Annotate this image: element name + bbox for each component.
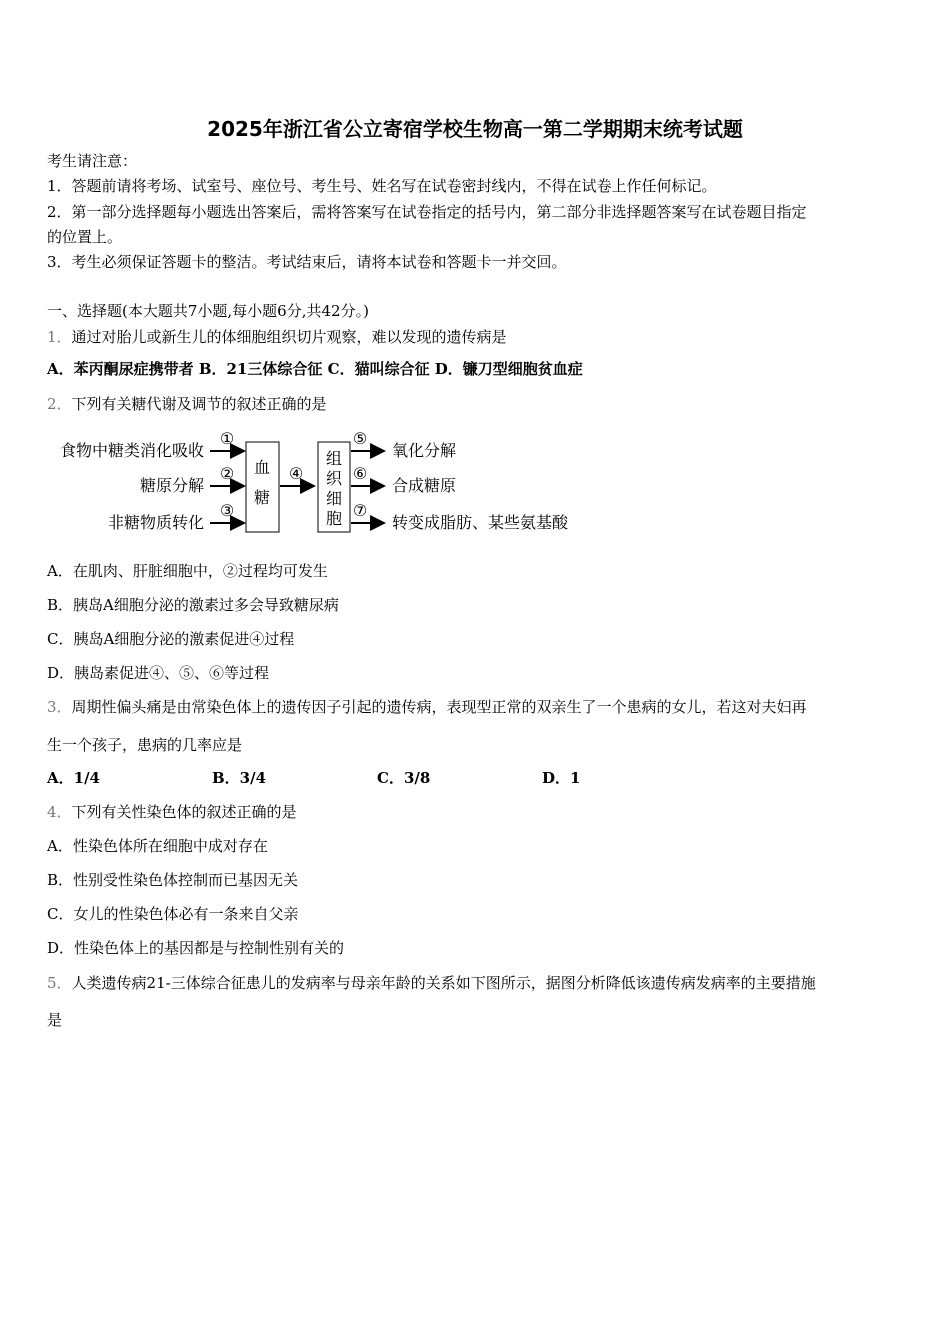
target-label: 转变成脂肪、某些氨基酸	[392, 513, 569, 532]
question-stem: 周期性偏头痛是由常染色体上的遗传因子引起的遗传病，表现型正常的双亲生了一个患病的女儿，若这对夫妇再	[71, 698, 807, 716]
step-mark: ④	[288, 464, 304, 483]
option: A．1/4	[47, 769, 100, 787]
question-stem-cont: 是	[47, 1011, 63, 1029]
box-text: 织	[325, 469, 343, 488]
box-text: 胞	[325, 509, 343, 528]
option: A．在肌肉、肝脏细胞中，②过程均可发生	[47, 562, 328, 580]
option: C．胰岛A细胞分泌的激素促进④过程	[47, 630, 295, 648]
question-1	[47, 327, 507, 347]
question-4	[47, 802, 297, 822]
target-label: 氧化分解	[392, 441, 457, 460]
question-stem: 下列有关性染色体的叙述正确的是	[71, 803, 297, 821]
question-stem-cont: 生一个孩子，患病的几率应是	[47, 736, 243, 754]
question-stem: 下列有关糖代谢及调节的叙述正确的是	[71, 395, 327, 413]
option: B．胰岛A细胞分泌的激素过多会导致糖尿病	[47, 596, 339, 614]
notice-item: 3．考生必须保证答题卡的整洁。考试结束后，请将本试卷和答题卡一并交回。	[47, 253, 567, 271]
box-text: 糖	[253, 488, 271, 507]
option: D．1	[542, 769, 581, 787]
step-mark: ②	[219, 464, 235, 483]
question-2	[47, 394, 327, 414]
box-text: 细	[325, 489, 343, 508]
question-number: 4．	[47, 803, 72, 821]
option: D．性染色体上的基因都是与控制性别有关的	[47, 939, 345, 957]
question-3	[47, 697, 807, 717]
source-label: 食物中糖类消化吸收	[59, 441, 204, 460]
option: B．3/4	[212, 769, 267, 787]
question-number: 2．	[47, 395, 72, 413]
notice-item: 1．答题前请将考场、试室号、座位号、考生号、姓名写在试卷密封线内，不得在试卷上作任何标记。	[47, 177, 717, 195]
notice-heading: 考生请注意：	[47, 152, 138, 170]
options-q1: A．苯丙酮尿症携带者 B．21三体综合征 C．猫叫综合征 D．镰刀型细胞贫血症	[47, 360, 583, 378]
step-mark: ⑥	[352, 464, 368, 483]
notice-item: 2．第一部分选择题每小题选出答案后，需将答案写在试卷指定的括号内，第二部分非选择题答案写在试卷题目指定	[47, 203, 807, 221]
option: A．性染色体所在细胞中成对存在	[47, 837, 268, 855]
blood-sugar-box	[246, 442, 279, 532]
step-mark: ③	[219, 501, 235, 520]
question-number: 5．	[47, 974, 72, 992]
question-5	[47, 973, 816, 993]
box-text: 血	[253, 458, 271, 477]
step-mark: ①	[219, 429, 235, 448]
question-number: 1．	[47, 328, 72, 346]
option: C．女儿的性染色体必有一条来自父亲	[47, 905, 299, 923]
notice-item: 的位置上。	[47, 228, 123, 246]
option: C．3/8	[377, 769, 431, 787]
question-stem: 通过对胎儿或新生儿的体细胞组织切片观察，难以发现的遗传病是	[71, 328, 507, 346]
question-number: 3．	[47, 698, 72, 716]
box-text: 组	[325, 449, 343, 468]
step-mark: ⑤	[352, 429, 368, 448]
page-title: 2025年浙江省公立寄宿学校生物高一第二学期期末统考试题	[207, 117, 743, 141]
target-label: 合成糖原	[392, 476, 457, 495]
glucose-metabolism-diagram	[44, 428, 604, 538]
option: D．胰岛素促进④、⑤、⑥等过程	[47, 664, 270, 682]
source-label: 糖原分解	[139, 476, 204, 495]
option: B．性别受性染色体控制而已基因无关	[47, 871, 299, 889]
source-label: 非糖物质转化	[107, 513, 204, 532]
step-mark: ⑦	[352, 501, 368, 520]
question-stem: 人类遗传病21-三体综合征患儿的发病率与母亲年龄的关系如下图所示，据图分析降低该遗传病发病率的主要措施	[71, 974, 816, 992]
section-heading: 一、选择题(本大题共7小题,每小题6分,共42分。)	[47, 302, 369, 320]
